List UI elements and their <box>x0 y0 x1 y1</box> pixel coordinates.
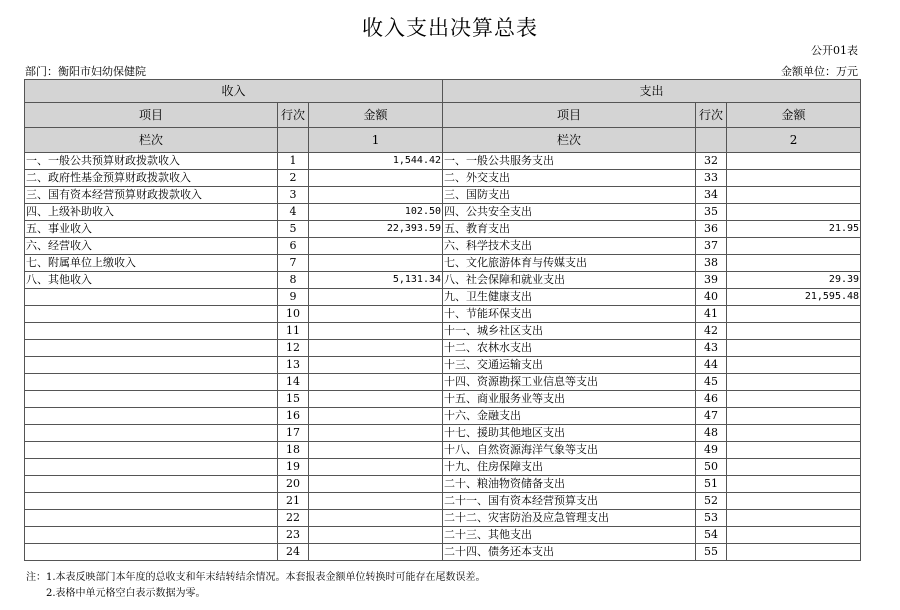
expense-item-cell: 一、一般公共服务支出 <box>443 153 696 170</box>
table-row <box>25 391 861 408</box>
note-1: 注：1.本表反映部门本年度的总收支和年末结转结余情况。本套报表金额单位转换时可能存在尾数误差。 <box>26 572 486 583</box>
income-line-no-cell: 21 <box>278 493 309 510</box>
income-item-cell <box>25 510 278 527</box>
income-header: 收入 <box>25 80 443 103</box>
expense-line-no-cell: 49 <box>696 442 727 459</box>
income-line-no-cell: 5 <box>278 221 309 238</box>
income-amount-header: 金额 <box>309 103 443 128</box>
income-amount-cell <box>309 442 443 459</box>
income-line-no-cell: 20 <box>278 476 309 493</box>
income-item-cell <box>25 306 278 323</box>
income-column-blank <box>278 128 309 153</box>
expense-item-header: 项目 <box>443 103 696 128</box>
expense-amount-cell <box>727 510 861 527</box>
income-line-no-cell: 19 <box>278 459 309 476</box>
table-row <box>25 323 861 340</box>
income-line-no-cell: 11 <box>278 323 309 340</box>
income-line-no-cell: 16 <box>278 408 309 425</box>
expense-item-cell: 十八、自然资源海洋气象等支出 <box>443 442 696 459</box>
income-amount-cell <box>309 374 443 391</box>
expense-line-no-cell: 42 <box>696 323 727 340</box>
income-line-no-cell: 12 <box>278 340 309 357</box>
income-line-no-cell: 3 <box>278 187 309 204</box>
income-amount-cell: 22,393.59 <box>309 221 443 238</box>
expense-amount-cell <box>727 442 861 459</box>
table-row <box>25 425 861 442</box>
expense-line-no-cell: 39 <box>696 272 727 289</box>
income-amount-cell <box>309 170 443 187</box>
income-line-no-cell: 23 <box>278 527 309 544</box>
income-amount-cell <box>309 340 443 357</box>
income-line-no-cell: 7 <box>278 255 309 272</box>
table-row <box>25 187 861 204</box>
expense-item-cell: 十三、交通运输支出 <box>443 357 696 374</box>
expense-item-cell: 十六、金融支出 <box>443 408 696 425</box>
table-notes <box>26 570 486 602</box>
income-item-cell <box>25 544 278 561</box>
income-line-no-cell: 2 <box>278 170 309 187</box>
expense-line-no-cell: 52 <box>696 493 727 510</box>
income-amount-cell <box>309 238 443 255</box>
expense-item-cell: 二十、粮油物资储备支出 <box>443 476 696 493</box>
income-item-cell <box>25 408 278 425</box>
expense-amount-cell <box>727 391 861 408</box>
table-row <box>25 272 861 289</box>
expense-column-blank <box>696 128 727 153</box>
expense-amount-cell <box>727 306 861 323</box>
expense-item-cell: 八、社会保障和就业支出 <box>443 272 696 289</box>
expense-item-cell: 三、国防支出 <box>443 187 696 204</box>
income-item-cell: 五、事业收入 <box>25 221 278 238</box>
table-row <box>25 408 861 425</box>
expense-amount-cell <box>727 476 861 493</box>
expense-line-no-cell: 47 <box>696 408 727 425</box>
income-line-no-cell: 24 <box>278 544 309 561</box>
table-row <box>25 527 861 544</box>
income-expense-table <box>24 79 861 561</box>
column-index-row <box>25 128 861 153</box>
table-row <box>25 442 861 459</box>
income-item-cell <box>25 323 278 340</box>
expense-amount-cell <box>727 459 861 476</box>
expense-item-cell: 七、文化旅游体育与传媒支出 <box>443 255 696 272</box>
expense-line-no-cell: 41 <box>696 306 727 323</box>
income-item-cell <box>25 476 278 493</box>
income-item-cell <box>25 357 278 374</box>
table-row <box>25 493 861 510</box>
income-item-cell <box>25 527 278 544</box>
table-row <box>25 357 861 374</box>
income-line-no-cell: 9 <box>278 289 309 306</box>
income-amount-cell <box>309 357 443 374</box>
section-header-row <box>25 80 861 103</box>
table-row <box>25 340 861 357</box>
income-item-cell <box>25 425 278 442</box>
expense-line-no-cell: 37 <box>696 238 727 255</box>
income-amount-cell <box>309 527 443 544</box>
expense-item-cell: 十、节能环保支出 <box>443 306 696 323</box>
expense-line-no-cell: 53 <box>696 510 727 527</box>
table-row <box>25 255 861 272</box>
income-line-no-cell: 8 <box>278 272 309 289</box>
expense-line-no-cell: 44 <box>696 357 727 374</box>
income-item-cell <box>25 340 278 357</box>
income-line-no-cell: 14 <box>278 374 309 391</box>
income-amount-cell <box>309 391 443 408</box>
table-row <box>25 459 861 476</box>
income-amount-cell <box>309 187 443 204</box>
table-row <box>25 170 861 187</box>
income-amount-cell <box>309 306 443 323</box>
expense-amount-cell <box>727 255 861 272</box>
income-amount-cell <box>309 289 443 306</box>
income-amount-cell <box>309 544 443 561</box>
expense-line-no-cell: 36 <box>696 221 727 238</box>
expense-amount-cell <box>727 204 861 221</box>
income-amount-cell <box>309 408 443 425</box>
expense-line-no-cell: 46 <box>696 391 727 408</box>
expense-amount-cell <box>727 340 861 357</box>
income-item-cell: 六、经营收入 <box>25 238 278 255</box>
income-item-cell <box>25 442 278 459</box>
income-amount-cell <box>309 323 443 340</box>
income-item-cell <box>25 289 278 306</box>
income-item-cell <box>25 493 278 510</box>
income-amount-cell: 102.50 <box>309 204 443 221</box>
income-amount-cell <box>309 255 443 272</box>
expense-item-cell: 四、公共安全支出 <box>443 204 696 221</box>
expense-item-cell: 二十二、灾害防治及应急管理支出 <box>443 510 696 527</box>
expense-column-index: 2 <box>727 128 861 153</box>
expense-amount-cell <box>727 527 861 544</box>
expense-item-cell: 九、卫生健康支出 <box>443 289 696 306</box>
expense-item-cell: 十九、住房保障支出 <box>443 459 696 476</box>
expense-line-no-cell: 32 <box>696 153 727 170</box>
expense-amount-cell <box>727 187 861 204</box>
income-line-no-cell: 13 <box>278 357 309 374</box>
income-line-no-cell: 22 <box>278 510 309 527</box>
table-row <box>25 476 861 493</box>
income-amount-cell <box>309 476 443 493</box>
expense-item-cell: 十一、城乡社区支出 <box>443 323 696 340</box>
table-row <box>25 544 861 561</box>
expense-item-cell: 五、教育支出 <box>443 221 696 238</box>
income-line-no-cell: 17 <box>278 425 309 442</box>
expense-column-label: 栏次 <box>443 128 696 153</box>
table-row <box>25 204 861 221</box>
table-row <box>25 306 861 323</box>
expense-line-no-header: 行次 <box>696 103 727 128</box>
table-row <box>25 238 861 255</box>
expense-line-no-cell: 33 <box>696 170 727 187</box>
expense-line-no-cell: 45 <box>696 374 727 391</box>
expense-line-no-cell: 35 <box>696 204 727 221</box>
table-row <box>25 374 861 391</box>
table-row <box>25 153 861 170</box>
expense-amount-cell: 29.39 <box>727 272 861 289</box>
table-row <box>25 510 861 527</box>
income-amount-cell <box>309 425 443 442</box>
expense-amount-cell: 21,595.48 <box>727 289 861 306</box>
income-line-no-cell: 1 <box>278 153 309 170</box>
expense-item-cell: 二十四、债务还本支出 <box>443 544 696 561</box>
note-2: 2.表格中单元格空白表示数据为零。 <box>46 588 206 599</box>
expense-line-no-cell: 51 <box>696 476 727 493</box>
income-amount-cell: 1,544.42 <box>309 153 443 170</box>
expense-line-no-cell: 38 <box>696 255 727 272</box>
income-item-cell: 二、政府性基金预算财政拨款收入 <box>25 170 278 187</box>
income-line-no-header: 行次 <box>278 103 309 128</box>
expense-line-no-cell: 40 <box>696 289 727 306</box>
income-line-no-cell: 4 <box>278 204 309 221</box>
income-item-cell <box>25 459 278 476</box>
income-amount-cell: 5,131.34 <box>309 272 443 289</box>
expense-line-no-cell: 43 <box>696 340 727 357</box>
income-item-cell <box>25 374 278 391</box>
income-column-index: 1 <box>309 128 443 153</box>
income-line-no-cell: 6 <box>278 238 309 255</box>
income-item-cell: 一、一般公共预算财政拨款收入 <box>25 153 278 170</box>
expense-header: 支出 <box>443 80 861 103</box>
expense-amount-cell <box>727 357 861 374</box>
expense-amount-cell <box>727 374 861 391</box>
expense-item-cell: 十五、商业服务业等支出 <box>443 391 696 408</box>
expense-item-cell: 二十三、其他支出 <box>443 527 696 544</box>
income-column-label: 栏次 <box>25 128 278 153</box>
table-row <box>25 221 861 238</box>
income-item-cell: 七、附属单位上缴收入 <box>25 255 278 272</box>
expense-line-no-cell: 54 <box>696 527 727 544</box>
expense-item-cell: 十七、援助其他地区支出 <box>443 425 696 442</box>
income-item-cell: 三、国有资本经营预算财政拨款收入 <box>25 187 278 204</box>
expense-amount-cell <box>727 153 861 170</box>
income-item-cell: 八、其他收入 <box>25 272 278 289</box>
expense-line-no-cell: 34 <box>696 187 727 204</box>
expense-item-cell: 十二、农林水支出 <box>443 340 696 357</box>
expense-amount-cell <box>727 408 861 425</box>
expense-line-no-cell: 50 <box>696 459 727 476</box>
department-label: 部门：衡阳市妇幼保健院 <box>25 65 146 78</box>
expense-line-no-cell: 55 <box>696 544 727 561</box>
amount-unit-label: 金额单位：万元 <box>781 65 858 78</box>
expense-item-cell: 二十一、国有资本经营预算支出 <box>443 493 696 510</box>
income-item-cell <box>25 391 278 408</box>
expense-amount-cell <box>727 323 861 340</box>
expense-amount-cell <box>727 544 861 561</box>
expense-amount-cell <box>727 493 861 510</box>
page-title: 收入支出决算总表 <box>362 16 538 40</box>
income-line-no-cell: 10 <box>278 306 309 323</box>
form-number: 公开01表 <box>811 44 858 57</box>
income-line-no-cell: 15 <box>278 391 309 408</box>
table-row <box>25 289 861 306</box>
expense-amount-header: 金额 <box>727 103 861 128</box>
income-item-cell: 四、上级补助收入 <box>25 204 278 221</box>
column-header-row <box>25 103 861 128</box>
income-amount-cell <box>309 510 443 527</box>
expense-line-no-cell: 48 <box>696 425 727 442</box>
expense-amount-cell: 21.95 <box>727 221 861 238</box>
income-item-header: 项目 <box>25 103 278 128</box>
expense-amount-cell <box>727 238 861 255</box>
expense-item-cell: 六、科学技术支出 <box>443 238 696 255</box>
expense-amount-cell <box>727 425 861 442</box>
income-amount-cell <box>309 493 443 510</box>
expense-item-cell: 十四、资源勘探工业信息等支出 <box>443 374 696 391</box>
income-line-no-cell: 18 <box>278 442 309 459</box>
expense-item-cell: 二、外交支出 <box>443 170 696 187</box>
expense-amount-cell <box>727 170 861 187</box>
income-amount-cell <box>309 459 443 476</box>
